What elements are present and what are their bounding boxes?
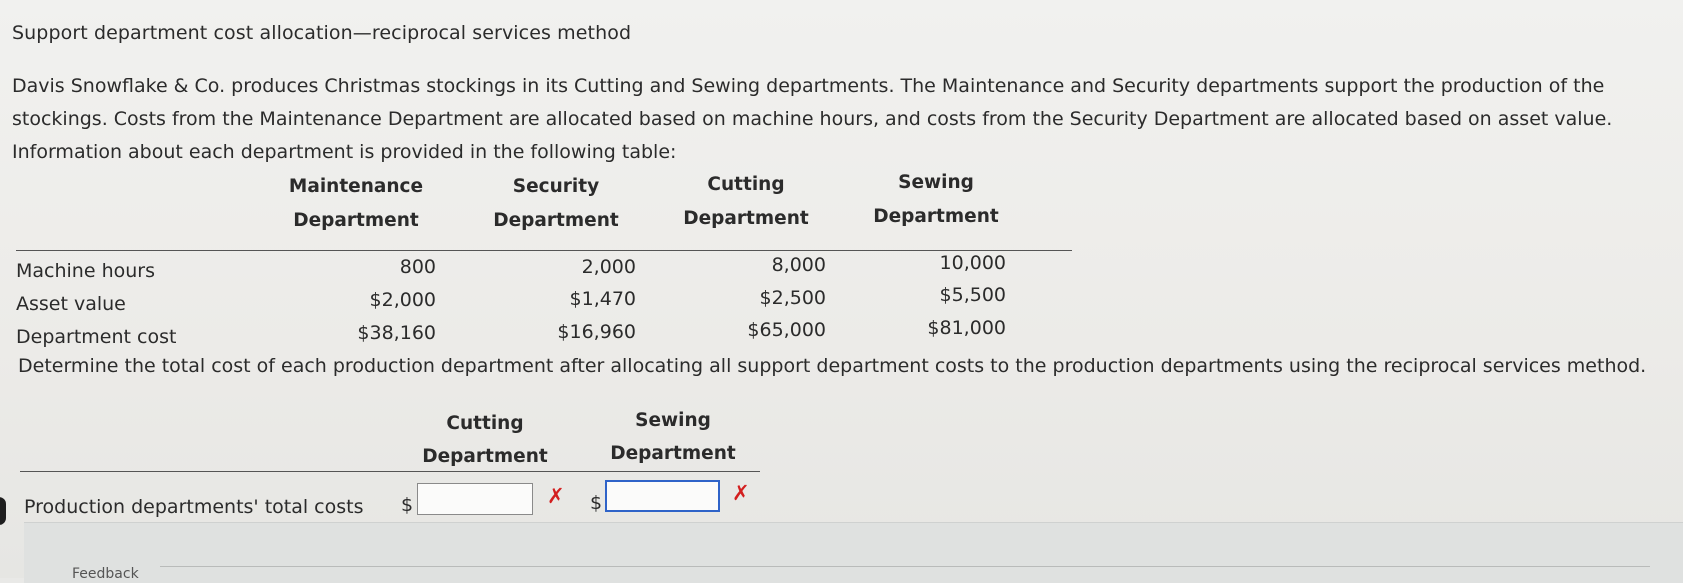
table-cell: 2,000	[581, 256, 636, 278]
column-header-line2: Department	[293, 210, 419, 231]
table-cell: $5,500	[939, 284, 1006, 306]
column-header-line1: Security	[512, 176, 600, 197]
row-label-asset-value: Asset value	[16, 293, 126, 315]
answer-header-rule	[20, 471, 760, 472]
table-cell: $1,470	[569, 288, 636, 310]
answer-row-label: Production departments' total costs	[24, 496, 364, 518]
column-header-cutting	[666, 168, 826, 236]
feedback-divider	[160, 566, 1650, 567]
table-cell: 8,000	[771, 254, 826, 276]
problem-intro: Davis Snowflake & Co. produces Christmas stockings in its Cutting and Sewing departments. The Maintenance and Security departments support the production of the stockings. Costs from the Maintenance Department are allocated based on machine hours, and costs from the Security Department are allocated based on asset value. Information about each department is provided in the following table:	[12, 75, 1613, 163]
incorrect-mark-icon: ✗	[547, 484, 565, 508]
table-cell: 800	[399, 256, 436, 278]
currency-symbol: $	[590, 492, 603, 514]
column-header-security	[476, 170, 636, 238]
row-label-machine-hours: Machine hours	[16, 260, 155, 282]
answer-header-line1: Sewing	[635, 410, 711, 431]
table-header-rule	[16, 250, 1072, 251]
table-cell: 10,000	[939, 252, 1006, 274]
column-header-sewing	[856, 166, 1016, 234]
answer-header-line2: Department	[422, 446, 548, 467]
problem-title: Support department cost allocation—reciprocal services method	[12, 22, 632, 44]
row-label-department-cost: Department cost	[16, 326, 177, 348]
table-cell: $2,000	[369, 289, 436, 311]
table-cell: $38,160	[357, 322, 436, 344]
answer-header-sewing	[588, 404, 758, 470]
table-cell: $65,000	[747, 319, 826, 341]
table-cell: $81,000	[927, 317, 1006, 339]
column-header-line1: Cutting	[707, 174, 785, 195]
answer-header-line1: Cutting	[446, 413, 524, 434]
column-header-line2: Department	[493, 210, 619, 231]
incorrect-mark-icon: ✗	[732, 481, 750, 505]
sewing-total-cost-input[interactable]	[605, 480, 720, 512]
feedback-label: Feedback	[72, 566, 139, 582]
column-header-line1: Sewing	[898, 172, 974, 193]
column-header-maintenance	[276, 170, 436, 238]
table-cell: $16,960	[557, 321, 636, 343]
row-indicator-marker	[0, 497, 6, 525]
question-text: Determine the total cost of each production department after allocating all support department costs to the production departments using the reciprocal services method.	[18, 355, 1647, 377]
table-cell: $2,500	[759, 287, 826, 309]
answer-header-line2: Department	[610, 443, 736, 464]
column-header-line2: Department	[683, 208, 809, 229]
column-header-line1: Maintenance	[288, 176, 424, 197]
column-header-line2: Department	[873, 206, 999, 227]
feedback-panel	[24, 522, 1683, 583]
currency-symbol: $	[401, 494, 414, 516]
answer-header-cutting	[400, 407, 570, 473]
cutting-total-cost-input[interactable]	[417, 483, 533, 515]
